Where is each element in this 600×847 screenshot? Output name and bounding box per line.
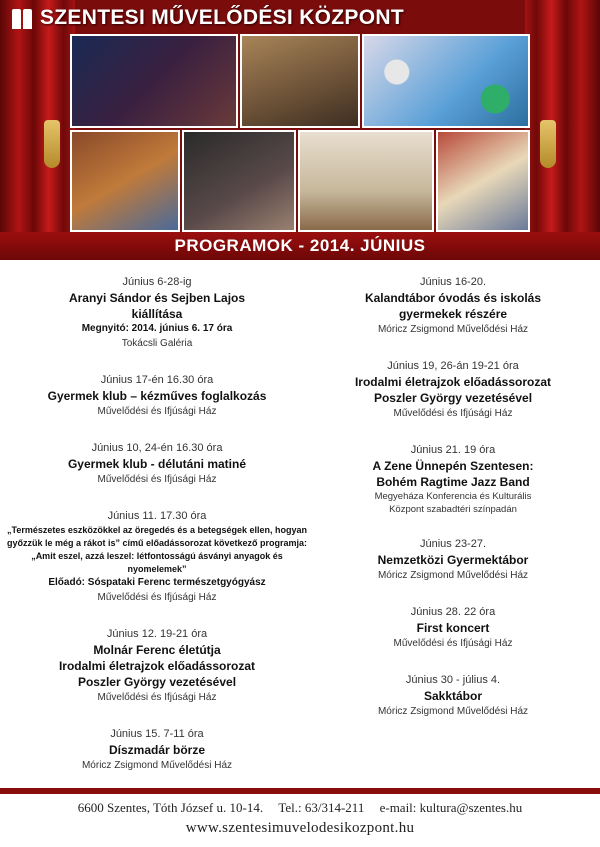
event-item [306, 604, 600, 652]
event-title: Díszmadár börze [108, 743, 206, 757]
audience-photo [240, 34, 360, 128]
event-date: Június 28. 22 óra [410, 606, 496, 618]
footer [0, 796, 600, 847]
contact-line [0, 800, 600, 816]
event-description: „Amit eszel, azzá leszel: létfontosságú ásványi anyagok és nyomelemek” [31, 551, 283, 574]
site-title: SZENTESI MŰVELŐDÉSI KÖZPONT [40, 6, 404, 29]
event-title: Gyermek klub – kézműves foglalkozás [47, 389, 267, 403]
event-venue: Megyeháza Konferencia és Kulturális [374, 491, 532, 502]
event-venue: Művelődési és Ifjúsági Ház [393, 638, 513, 649]
event-title: Poszler György vezetésével [373, 391, 533, 405]
logo-bar [12, 6, 404, 30]
header-banner [0, 0, 600, 240]
event-venue: Tokácsli Galéria [121, 338, 193, 349]
website-link: www.szentesimuvelodesikozpont.hu [185, 820, 415, 836]
event-date: Június 12. 19-21 óra [106, 628, 208, 640]
event-title: Gyermek klub - délutáni matiné [67, 457, 247, 471]
event-title: Poszler György vezetésével [77, 675, 237, 689]
event-date: Június 17-én 16.30 óra [100, 374, 214, 386]
event-item [6, 508, 308, 606]
event-item [306, 274, 600, 338]
program-title: PROGRAMOK - 2014. JÚNIUS [174, 236, 426, 255]
event-item [306, 442, 600, 516]
program-content [0, 260, 600, 788]
event-title: Sakktábor [423, 689, 483, 703]
folk-dance-photo [436, 130, 530, 232]
event-date: Június 16-20. [419, 276, 487, 288]
program-title-band [0, 232, 600, 260]
event-item [306, 358, 600, 422]
event-venue: Móricz Zsigmond Művelődési Ház [377, 706, 529, 717]
event-title: First koncert [416, 621, 490, 635]
event-venue: Művelődési és Ifjúsági Ház [97, 406, 217, 417]
event-title: kiállítása [131, 307, 183, 321]
event-venue: Művelődési és Ifjúsági Ház [97, 692, 217, 703]
event-venue: Központ szabadtéri színpadán [389, 504, 517, 515]
event-venue: Művelődési és Ifjúsági Ház [97, 474, 217, 485]
right-tassel [540, 120, 556, 168]
event-description: „Természetes eszközökkel az öregedés és a betegségek ellen, hogyan [7, 525, 307, 535]
event-venue: Móricz Zsigmond Művelődési Ház [377, 570, 529, 581]
address-text: 6600 Szentes, Tóth József u. 10-14. [77, 800, 264, 815]
right-curtain [525, 0, 600, 240]
event-date: Június 10, 24-én 16.30 óra [91, 442, 223, 454]
event-item [6, 726, 308, 774]
event-item [6, 372, 308, 420]
event-item [6, 440, 308, 488]
event-date: Június 11. 17.30 óra [107, 510, 207, 522]
event-venue: Móricz Zsigmond Művelődési Ház [377, 324, 529, 335]
kids-dance-photo [70, 130, 180, 232]
right-column [306, 274, 600, 740]
event-date: Június 21. 19 óra [410, 444, 496, 456]
balloon-stage-photo [362, 34, 530, 128]
phone-text: Tel.: 63/314-211 [278, 800, 365, 815]
email-text: e-mail: kultura@szentes.hu [379, 800, 523, 815]
event-title: Bohém Ragtime Jazz Band [376, 475, 530, 489]
left-curtain [0, 0, 75, 240]
logo-icon [12, 7, 34, 29]
event-venue: Művelődési és Ifjúsági Ház [97, 592, 217, 603]
event-speaker: Előadó: Sóspataki Ferenc természetgyógyász [48, 577, 266, 588]
event-subtitle: Megnyitó: 2014. június 6. 17 óra [81, 323, 233, 334]
event-date: Június 15. 7-11 óra [110, 728, 204, 740]
event-date: Június 30 - július 4. [405, 674, 501, 686]
event-venue: Móricz Zsigmond Művelődési Ház [81, 760, 233, 771]
event-title: gyermekek részére [398, 307, 508, 321]
footer-divider [0, 788, 600, 794]
left-tassel [44, 120, 60, 168]
event-title: Irodalmi életrajzok előadássorozat [354, 375, 552, 389]
event-date: Június 19, 26-án 19-21 óra [387, 360, 519, 372]
event-venue: Művelődési és Ifjúsági Ház [393, 408, 513, 419]
event-title: Kalandtábor óvodás és iskolás [364, 291, 542, 305]
left-column [6, 274, 308, 794]
theater-photo [182, 130, 296, 232]
gallery-photo [298, 130, 434, 232]
event-title: Aranyi Sándor és Sejben Lajos [68, 291, 246, 305]
event-item [306, 672, 600, 720]
event-title: Irodalmi életrajzok előadássorozat [58, 659, 256, 673]
event-title: Molnár Ferenc életútja [93, 643, 221, 657]
event-item [306, 536, 600, 584]
event-date: Június 6-28-ig [122, 276, 192, 288]
event-title: A Zene Ünnepén Szentesen: [372, 459, 534, 473]
event-title: Nemzetközi Gyermektábor [377, 553, 529, 567]
event-date: Június 23-27. [419, 538, 487, 550]
event-item [6, 626, 308, 706]
event-description: győzzük le még a rákot is” című előadássorozat következő programja: [6, 538, 308, 548]
concert-photo [70, 34, 238, 128]
event-item [6, 274, 308, 352]
